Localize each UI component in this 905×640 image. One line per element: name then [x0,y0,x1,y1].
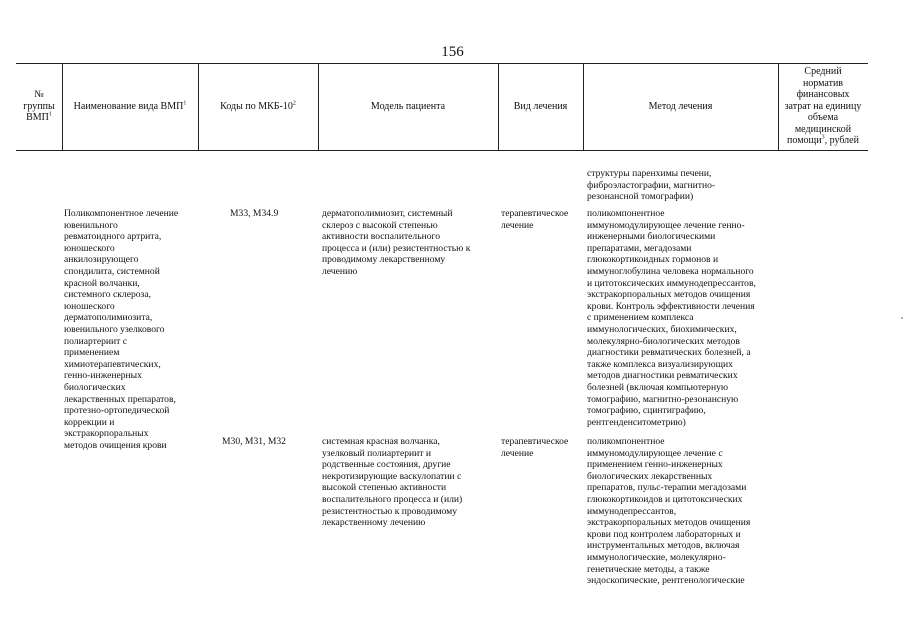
row2-icd-codes: M30, M31, M32 [222,436,286,447]
row1-treatment-type: терапевтическое лечение [501,208,569,231]
row2-treatment-method: поликомпонентное иммуномодулирующее лечение с применением генно-инженерных биологических лекарственных препаратов, пульс-терапии мегадозами глюкокортикоидов и цитотоксических иммунодепрессантов, экстракорпоральных методов очищения крови под контролем лабораторных и инструментальных методов, включая иммунологические, молекулярно- генетические методы, а также эндоскопические, рентгенологические [587,436,751,587]
row1-patient-model: дерматополимиозит, системный склероз с высокой степенью активности воспалительного процесса и (или) резистентностью к проводимому лекарственному лечению [322,208,471,277]
row2-patient-model: системная красная волчанка, узелковый полиартериит и родственные состояния, другие некротизирующие васкулопатии с высокой степенью активности воспалительного процесса и (или) резистентностью к проводимому лекарственному лечению [322,436,463,529]
page-number: 156 [441,44,464,60]
header-icd-codes: Коды по МКБ-$10^2$ [220,100,296,112]
vmp-name-cell: Поликомпонентное лечение ювенильного ревматоидного артрита, юношеского анкилозирующего спондилита, системной красной волчанки, системного склероза, юношеского дерматополимиозита, ювенильного узелкового полиартериит с применением химиотерапевтических, генно-инженерных биологических лекарственных препаратов, протезно-ортопедической коррекции и экстракорпоральных методов очищения крови [64,208,179,451]
header-treatment-type: Вид лечения [513,100,568,112]
row2-treatment-type: терапевтическое лечение [501,436,569,459]
table-header-bottom-border [16,150,868,151]
scan-speck [901,317,903,319]
header-vmp-name: Наименование вида ВМП$^1$ [73,100,187,112]
header-average-cost: Средний норматив финансовых затрат на единицу объема медицинской помощи$^3$, рублей [784,66,862,147]
method-continuation: структуры паренхимы печени, фиброэластографии, магнитно- резонансной томографии) [587,168,716,203]
header-group-number: № группы ВМП$^1$ [23,89,55,124]
row1-icd-codes: M33, M34.9 [230,208,279,219]
header-patient-model: Модель пациента [370,100,446,112]
header-treatment-method: Метод лечения [648,100,713,112]
row1-treatment-method: поликомпонентное иммуномодулирующее лечение генно- инженерными биологическими препаратами, мегадозами глюкокортикоидных гормонов и иммуноглобулина человека нормального и цитотоксических иммунодепрессантов, экстракорпоральных методов очищения крови. Контроль эффективности лечения с применением комплекса иммунологических, биохимических, молекулярно-биологических методов диагностики ревматических болезней, а также комплекса визуализирующих методов диагностики ревматических болезней (включая компьютерную томографию, магнитно-резонансную томографию, сцинтиграфию, рентгенденситометрию) [587,208,756,428]
